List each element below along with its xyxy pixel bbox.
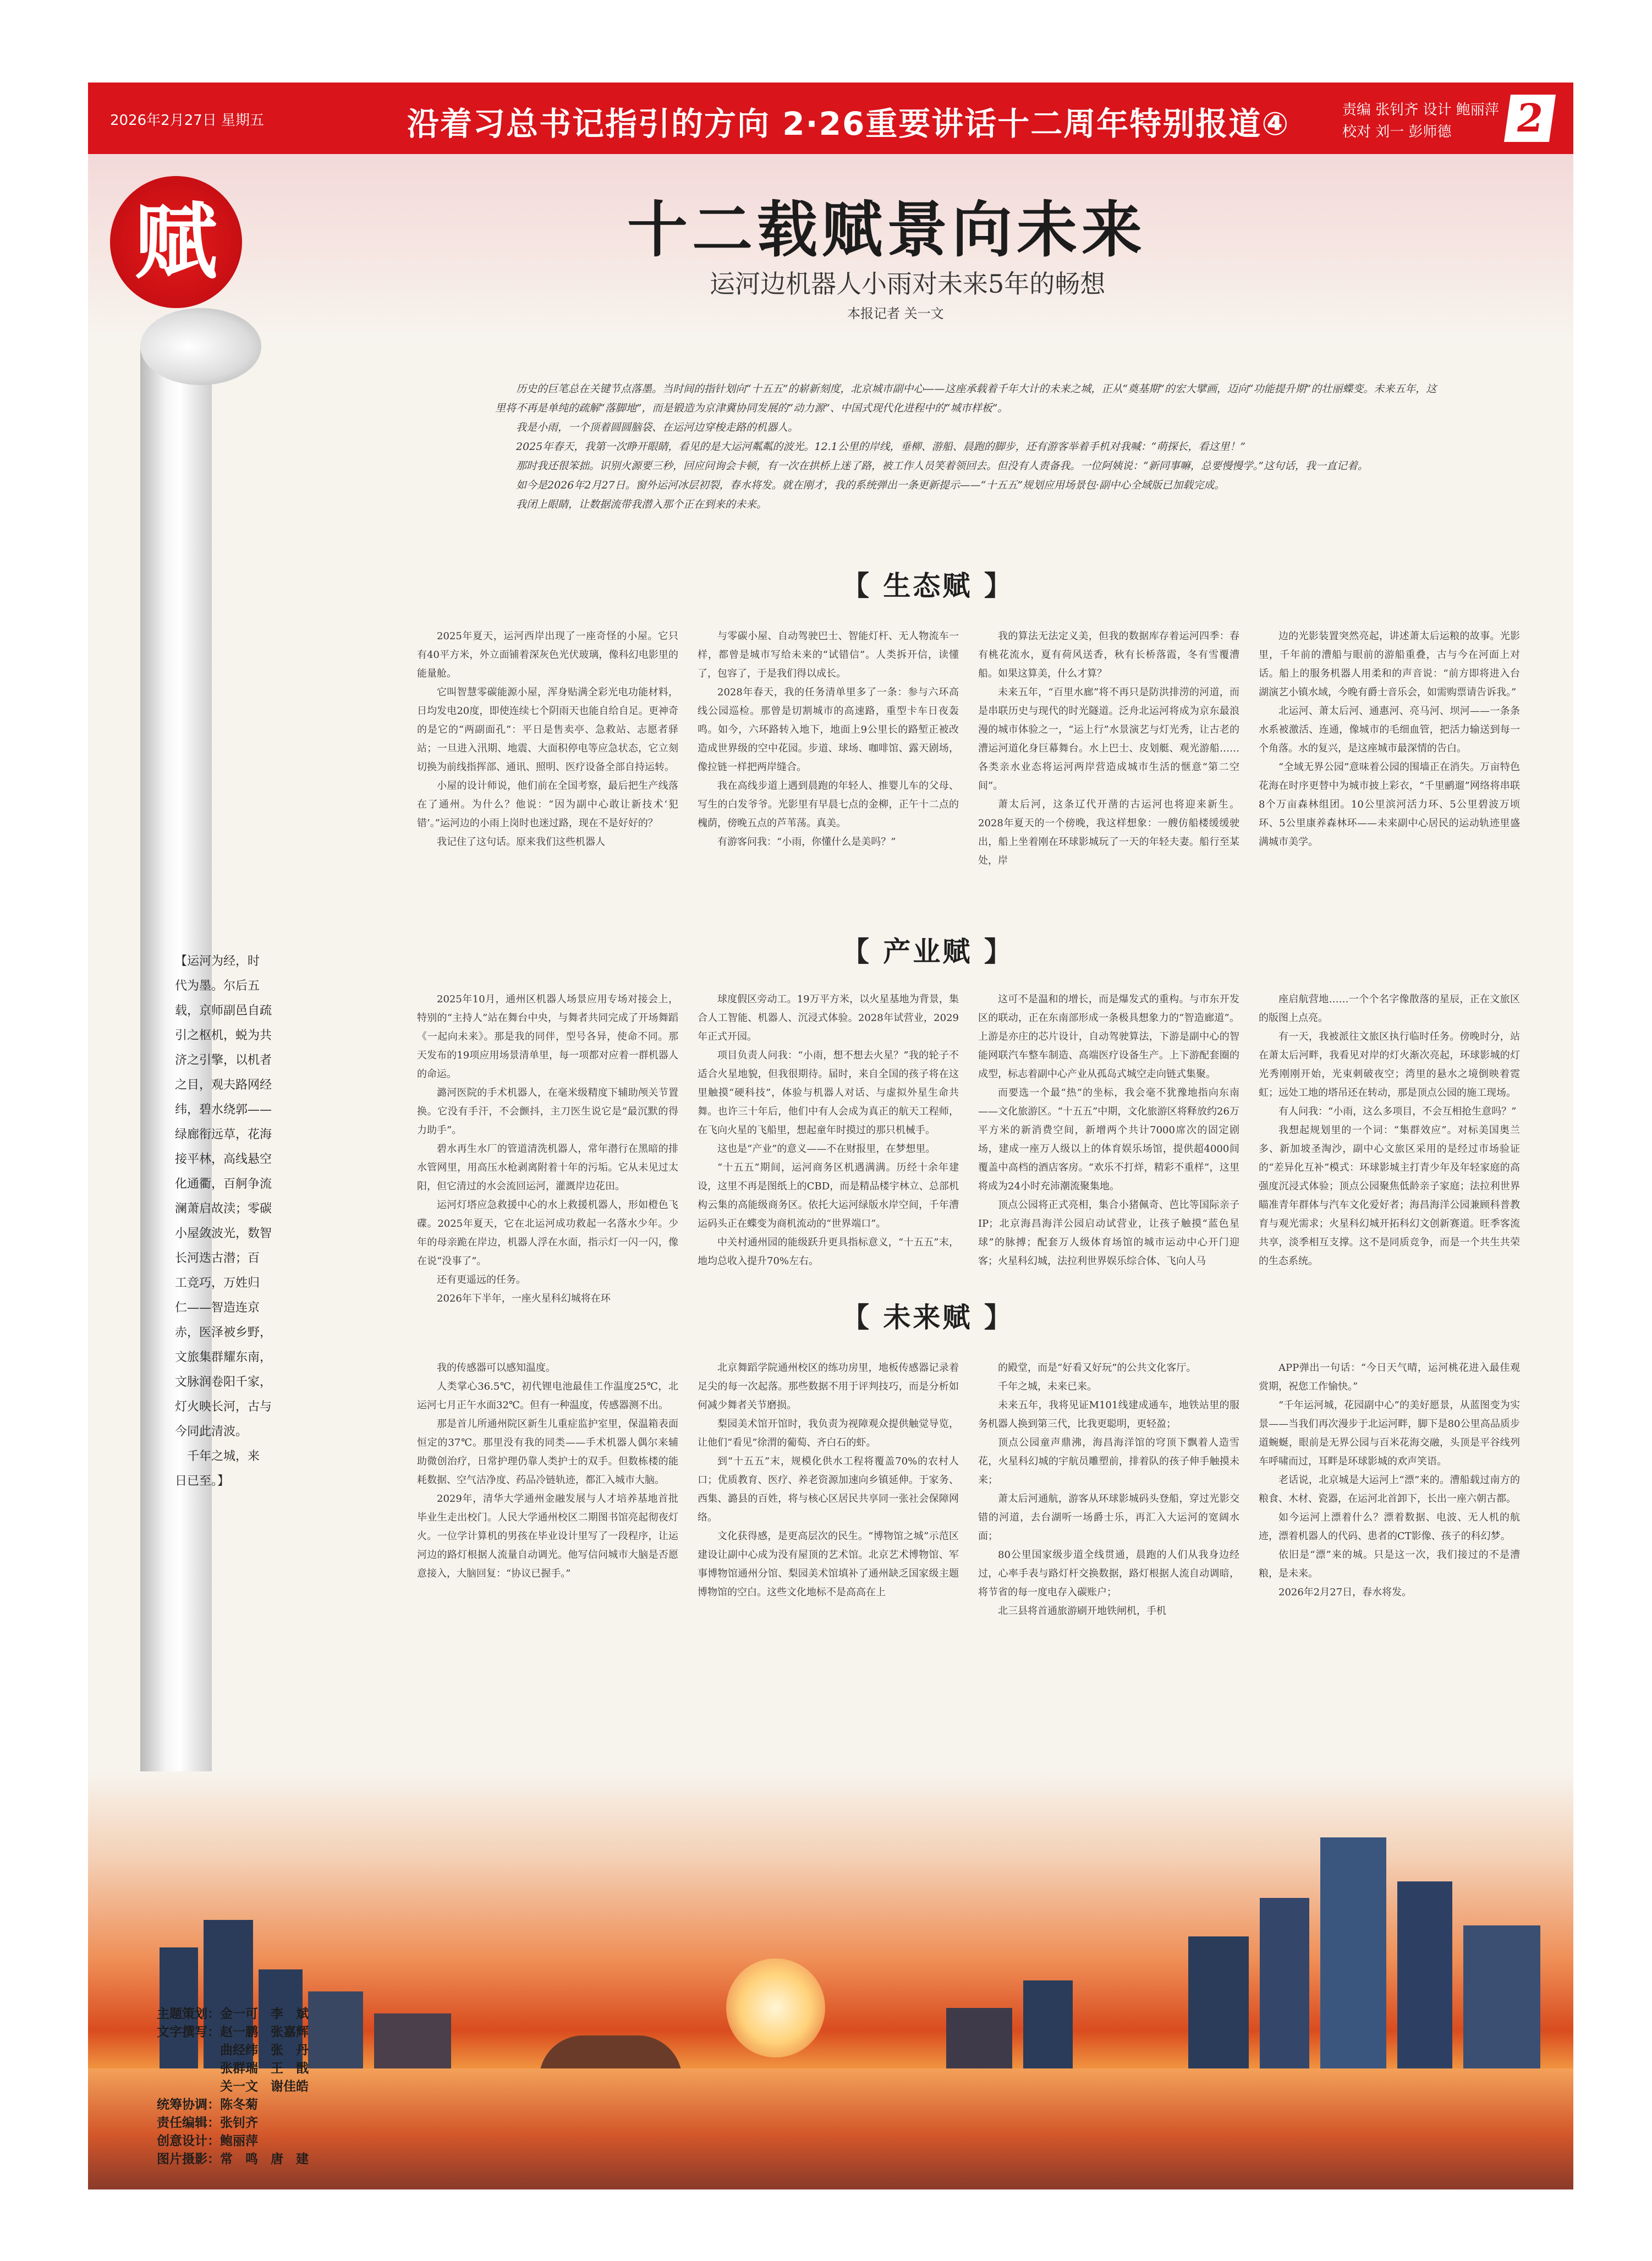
lead-paragraph: 2025年春天，我第一次睁开眼睛，看见的是大运河粼粼的波光。12.1公里的岸线，垂柳、游船、晨跑的脚步，还有游客举着手机对我喊：“萌探长，看这里！” bbox=[516, 441, 1246, 453]
article-paragraph: 2025年夏天，运河西岸出现了一座奇怪的小屋。它只有40平方米，外立面铺着深灰色光伏玻璃，像科幻电影里的能量舱。 bbox=[417, 630, 678, 679]
issue-date: 2026年2月27日 星期五 bbox=[110, 112, 265, 129]
article-paragraph: 碧水再生水厂的管道清洗机器人，常年潜行在黑暗的排水管网里，用高压水枪剥离附着十年的污垢。它从未见过太阳，但它清过的水会流回运河，灌溉岸边花田。 bbox=[417, 1143, 678, 1192]
article-paragraph: 依旧是“漂”来的城。只是这一次，我们接过的不是漕粮，是未来。 bbox=[1259, 1549, 1520, 1579]
article-column bbox=[698, 627, 959, 852]
fu-seal-stamp: 赋 bbox=[110, 176, 242, 308]
byline: 本报记者 关一文 bbox=[847, 306, 944, 321]
article-paragraph: 有人问我：“小雨，这么多项目，不会互相抢生意吗？” bbox=[1278, 1106, 1517, 1117]
section-title: 产业赋 bbox=[883, 935, 973, 968]
staff-credit-line: 张群瑞 王 戬 bbox=[157, 2061, 309, 2076]
article-paragraph: 梨园美术馆开馆时，我负责为视障观众提供触觉导览，让他们“看见”徐渭的葡萄、齐白石的虾。 bbox=[698, 1418, 959, 1448]
article-paragraph: 北京舞蹈学院通州校区的练功房里，地板传感器记录着足尖的每一次起落。那些数据不用于评判技巧，而是分析如何减少舞者关节磨损。 bbox=[698, 1362, 959, 1411]
article-paragraph: 萧太后河，这条辽代开凿的古运河也将迎来新生。2028年夏天的一个傍晚，我这样想象：一艘仿船楼缓缓驶出，船上坐着刚在环球影城玩了一天的年轻夫妻。船行至某处，岸 bbox=[978, 799, 1239, 866]
article-paragraph: 2029年，清华大学通州金融发展与人才培养基地首批毕业生走出校门。人民大学通州校区二期图书馆亮起彻夜灯火。一位学计算机的男孩在毕业设计里写了一段程序，让运河边的路灯根据人流量自动调光。他写信问城市大脑是否愿意接入，大脑回复：“协议已握手。” bbox=[417, 1493, 678, 1579]
verse-line: 仁——智造连京 bbox=[175, 1301, 260, 1315]
article-column bbox=[1259, 627, 1520, 852]
article-paragraph: APP弹出一句话：“今日天气晴，运河桃花进入最佳观赏期，祝您工作愉快。” bbox=[1259, 1362, 1520, 1392]
article-paragraph: 潞河医院的手术机器人，在毫米级精度下辅助颅关节置换。它没有手汗，不会颤抖，主刀医生说它是“最沉默的得力助手”。 bbox=[417, 1087, 678, 1136]
verse-line: 纬，碧水绕郭—— bbox=[175, 1103, 272, 1117]
section-heading-industry: 【 产业赋 】 bbox=[842, 935, 1014, 968]
article-paragraph: 运河灯塔应急救援中心的水上救援机器人，形如橙色飞碟。2025年夏天，它在北运河成功救起一名落水少年。少年的母亲跪在岸边，机器人浮在水面，指示灯一闪一闪，像在说“没事了”。 bbox=[417, 1199, 678, 1267]
verse-line: 载，京师副邑自疏 bbox=[175, 1004, 272, 1018]
article-paragraph: 我的传感器可以感知温度。 bbox=[437, 1362, 556, 1374]
section-title: 生态赋 bbox=[883, 569, 973, 602]
lead-paragraph: 那时我还很笨拙。识别火源要三秒，回应问询会卡顿，有一次在拱桥上迷了路，被工作人员笑着领回去。但没有人责备我。一位阿姨说：“新同事嘛，总要慢慢学。”这句话，我一直记着。 bbox=[516, 460, 1368, 472]
editor-credits-line: 校对 刘一 彭师德 bbox=[1342, 124, 1452, 140]
article-paragraph: 我在高线步道上遇到晨跑的年轻人、推婴儿车的父母、写生的白发爷爷。光影里有早晨七点的金柳，正午十二点的槐荫，傍晚五点的芦苇荡。真美。 bbox=[698, 780, 959, 829]
article-paragraph: 2025年10月，通州区机器人场景应用专场对接会上，特别的“主持人”站在舞台中央，与舞者共同完成了开场舞蹈《一起向未来》。那是我的同伴，型号各异，使命不同。那天发布的19项应用场景清单里，每一项都对应着一群机器人的命运。 bbox=[417, 994, 678, 1080]
article-paragraph: 球度假区旁动工。19万平方米，以火星基地为背景，集合人工智能、机器人、沉浸式体验。2028年试营业，2029年正式开园。 bbox=[698, 994, 959, 1042]
verse-line: 长河迭古潜；百 bbox=[175, 1252, 260, 1265]
article-column bbox=[978, 990, 1239, 1271]
editor-credits-line: 责编 张钊齐 设计 鲍丽萍 bbox=[1342, 102, 1499, 118]
scroll-top-curl bbox=[140, 308, 261, 385]
scroll-verse bbox=[175, 949, 274, 1494]
verse-line: 千年之城，来 bbox=[175, 1450, 260, 1463]
article-paragraph: 小屋的设计师说，他们前在全国考察，最后把生产线落在了通州。为什么？他说：“因为副中心敢让新技术‘犯错’。”运河边的小雨上岗时也迷过路，现在不是好好的？ bbox=[417, 780, 678, 829]
article-paragraph: 我记住了这句话。原来我们这些机器人 bbox=[437, 836, 605, 848]
article-paragraph: 项目负责人问我：“小雨，想不想去火星？”我的轮子不适合火星地貌，但我很期待。届时，来自全国的孩子将在这里触摸“硬科技”，体验与机器人对话、与虚拟外星生命共舞。也许三十年后，他们中有人会成为真正的航天工程师，在飞向火星的飞船里，想起童年时摸过的那只机械手。 bbox=[698, 1050, 959, 1136]
article-column bbox=[417, 627, 678, 852]
lead-paragraphs bbox=[495, 380, 1441, 514]
verse-line: 代为墨。尔后五 bbox=[175, 979, 260, 993]
special-report-banner: 沿着习总书记指引的方向 2·26重要讲话十二周年特别报道④ bbox=[407, 105, 1290, 142]
article-column bbox=[698, 1359, 959, 1602]
verse-line: 之目，观夫路网经 bbox=[175, 1078, 272, 1092]
article-paragraph: 有一天，我被派往文旅区执行临时任务。傍晚时分，站在萧太后河畔，我看见对岸的灯火渐次亮起，环球影城的灯光秀刚刚开始，光束刺破夜空；湾里的悬水之境倒映着霓虹；远处工地的塔吊还在转动，那是顶点公园的施工现场。 bbox=[1259, 1031, 1520, 1099]
article-paragraph: “十五五”期间，运河商务区机遇满满。历经十余年建设，这里不再是图纸上的CBD，而是精品楼宇林立、总部机构云集的高能级商务区。依托大运河绿版水岸空间，千年漕运码头正在蝶变为商机流动的“世界端口”。 bbox=[698, 1162, 959, 1230]
article-paragraph: 如今运河上漂着什么？漂着数据、电波、无人机的航迹，漂着机器人的代码、患者的CT影像、孩子的科幻梦。 bbox=[1259, 1512, 1520, 1542]
article-column bbox=[1259, 1359, 1520, 1602]
page-number: 2 bbox=[1504, 95, 1556, 142]
verse-line: 济之引擎，以机者 bbox=[175, 1053, 272, 1067]
lead-paragraph: 历史的巨笔总在关键节点落墨。当时间的指针划向“十五五”的崭新刻度，北京城市副中心——这座承载着千年大计的未来之城，正从“奠基期”的宏大擘画，迈向“功能提升期”的壮丽蝶变。未来五年，这里将不再是单纯的疏解“落脚地”，而是锻造为京津冀协同发展的“动力源”、中国式现代化进程中的“城市样板”。 bbox=[495, 383, 1437, 414]
section-title: 未来赋 bbox=[883, 1301, 973, 1333]
verse-line: 化通衢，百舸争流 bbox=[175, 1177, 272, 1191]
article-paragraph: 我的算法无法定义美，但我的数据库存着运河四季：春有桃花流水，夏有荷风送香，秋有长桥落霞，冬有雪覆漕船。如果这算美，什么才算？ bbox=[978, 630, 1239, 679]
article-paragraph: 2028年春天，我的任务清单里多了一条：参与六环高线公园巡检。那曾是切割城市的高速路，重型卡车日夜轰鸣。如今，六环路转入地下，地面上9公里长的路堑正被改造成世界级的空中花园。步道、球场、咖啡馆、露天剧场，像拉链一样把两岸缝合。 bbox=[698, 687, 959, 773]
article-paragraph: 2026年2月27日，春水将发。 bbox=[1278, 1587, 1412, 1598]
staff-credit-line: 文字撰写：赵一鹏 张嘉辉 bbox=[157, 2025, 309, 2039]
article-paragraph: 边的光影装置突然亮起，讲述萧太后运粮的故事。光影里，千年前的漕船与眼前的游船重叠，古与今在河面上对话。船上的服务机器人用柔和的声音说：“前方即将进入台湖演艺小镇水域，今晚有爵士音乐会，如需购票请告诉我。” bbox=[1259, 630, 1520, 698]
article-column bbox=[417, 990, 678, 1308]
staff-credit-line: 图片摄影：常 鸣 唐 建 bbox=[157, 2152, 309, 2166]
article-paragraph: 的殿堂，而是“好看又好玩”的公共文化客厅。 bbox=[998, 1362, 1197, 1374]
article-paragraph: 萧太后河通航，游客从环球影城码头登船，穿过光影交错的河道，去台湖听一场爵士乐，再汇入大运河的宽阔水面； bbox=[978, 1493, 1239, 1542]
staff-credit-line: 关一文 谢佳皓 bbox=[157, 2079, 309, 2094]
lead-paragraph: 如今是2026年2月27日。窗外运河冰层初裂，春水将发。就在刚才，我的系统弹出一条更新提示——“十五五”规划应用场景包·副中心全域版已加载完成。 bbox=[516, 479, 1225, 491]
verse-line: 小屋敛波光，数智 bbox=[175, 1227, 272, 1241]
article-column bbox=[978, 627, 1239, 870]
verse-line: 灯火映长河，古与 bbox=[175, 1400, 272, 1414]
subheadline: 运河边机器人小雨对未来5年的畅想 bbox=[710, 269, 1106, 299]
verse-line: 引之枢机，蜕为共 bbox=[175, 1029, 272, 1042]
article-paragraph: 我想起规划里的一个词：“集群效应”。对标美国奥兰多、新加坡圣淘沙，副中心文旅区采用的是经过市场验证的“差异化互补”模式：环球影城主打青少年及年轻家庭的高强度沉浸式体验；顶点公园聚焦低龄亲子家庭；法拉利世界瞄准青年群体与汽车文化爱好者；海昌海洋公园兼顾科普教育与观光需求；火星科幻城开拓科幻文创新赛道。旺季客流共享，淡季相互支撑。这不是同质竞争，而是一个共生共荣的生态系统。 bbox=[1259, 1124, 1520, 1267]
article-paragraph: 2026年下半年，一座火星科幻城将在环 bbox=[437, 1293, 611, 1304]
article-paragraph: 这可不是温和的增长，而是爆发式的重构。与市东开发区的联动，正在东南部形成一条极具想象力的“智造廊道”。上游是亦庄的芯片设计，自动驾驶算法，下游是副中心的智能网联汽车整车制造、高端医疗设备生产。上下游配套圈的成型，标志着副中心产业从孤岛式城空走向链式集聚。 bbox=[978, 994, 1239, 1080]
article-paragraph: 人类掌心36.5℃，初代锂电池最佳工作温度25℃，北运河七月正午水面32℃。但有一种温度，传感器测不出。 bbox=[417, 1381, 678, 1411]
verse-line: 工竞巧，万姓归 bbox=[175, 1276, 260, 1290]
section-heading-future: 【 未来赋 】 bbox=[842, 1301, 1014, 1333]
article-paragraph: “千年运河城，花园副中心”的美好愿景，从蓝图变为实景——当我们再次漫步于北运河畔，脚下是80公里高品质步道蜿蜒，眼前是无界公园与百米花海交融，头顶是平谷线列车呼啸而过，耳畔是环球影城的欢声笑语。 bbox=[1259, 1400, 1520, 1467]
verse-line: 【运河为经，时 bbox=[175, 954, 260, 968]
staff-credits bbox=[157, 2005, 355, 2169]
verse-line: 日已至。】 bbox=[175, 1474, 230, 1488]
article-paragraph: “全域无界公园”意味着公园的围墙正在消失。万亩特色花海在时序更替中为城市披上彩衣，“千里鹂遛”网络将串联8个万亩森林组团。10公里滨河活力环、5公里碧波万顷环、5公里康养森林环——未来副中心居民的运动轨迹里盛满城市美学。 bbox=[1259, 761, 1520, 848]
article-paragraph: 座启航营地……一个个名字像散落的星辰，正在文旅区的版图上点亮。 bbox=[1259, 994, 1520, 1024]
article-column bbox=[978, 1359, 1239, 1621]
article-paragraph: 那是首儿所通州院区新生儿重症监护室里，保温箱表面恒定的37℃。那里没有我的同类——手术机器人偶尔来辅助微创治疗，日常护理仍靠人类护士的双手。但数栋楼的能耗数据、空气洁净度、药品冷链轨迹，都汇入城市大脑。 bbox=[417, 1418, 678, 1486]
article-paragraph: 北运河、萧太后河、通惠河、亮马河、坝河——一条条水系被激活、连通，像城市的毛细血管，把活力输送到每一个角落。水的复兴，是这座城市最深情的告白。 bbox=[1259, 705, 1520, 754]
article-paragraph: 顶点公园童声鼎沸，海昌海洋馆的穹顶下飘着人造雪花，火星科幻城的宇航员雕塑前，排着队的孩子伸手触摸未来； bbox=[978, 1437, 1239, 1486]
section-heading-ecology: 【 生态赋 】 bbox=[842, 569, 1014, 602]
page-header bbox=[88, 83, 1573, 154]
article-paragraph: 文化获得感，是更高层次的民生。“博物馆之城”示范区建设让副中心成为没有屋顶的艺术馆。北京艺术博物馆、军事博物馆通州分馆、梨园美术馆填补了通州缺乏国家级主题博物馆的空白。这些文化地标不是高高在上 bbox=[698, 1530, 959, 1598]
article-paragraph: 北三县将首通旅游刷开地铁闸机，手机 bbox=[998, 1605, 1166, 1617]
sun-glow bbox=[726, 1958, 825, 2057]
verse-line: 文旅集群耀东南， bbox=[175, 1351, 272, 1364]
staff-credit-line: 统筹协调：陈冬菊 bbox=[157, 2098, 258, 2112]
article-paragraph: 顶点公园将正式亮相，集合小猪佩奇、芭比等国际亲子IP；北京海昌海洋公园启动试营业，让孩子触摸“蓝色星球”的脉搏；配套万人级体育场馆的城市运动中心开门迎客；火星科幻城，法拉利世界娱乐综合体、飞向人马 bbox=[978, 1199, 1239, 1267]
article-paragraph: 有游客问我：“小雨，你懂什么是美吗？” bbox=[717, 836, 896, 848]
staff-credit-line: 主题策划：金一可 李 斌 bbox=[157, 2007, 309, 2021]
article-paragraph: 与零碳小屋、自动驾驶巴士、智能灯杆、无人物流车一样，都曾是城市写给未来的“试错信”。人类拆开信，读懂了，包容了，于是我们得以成长。 bbox=[698, 630, 959, 679]
lead-paragraph: 我是小雨，一个顶着圆圆脑袋、在运河边穿梭走路的机器人。 bbox=[516, 421, 799, 433]
article-column bbox=[1259, 990, 1520, 1271]
verse-line: 接平林，高线悬空 bbox=[175, 1153, 272, 1166]
verse-line: 赤，医泽被乡野， bbox=[175, 1326, 272, 1340]
article-column bbox=[417, 1359, 678, 1583]
staff-credit-line: 曲经纬 张 丹 bbox=[157, 2043, 309, 2057]
editor-credits bbox=[1342, 99, 1499, 143]
article-paragraph: 未来五年，我将见证M101线建成通车，地铁站里的服务机器人换到第三代，比我更聪明，更轻盈； bbox=[978, 1400, 1239, 1430]
article-paragraph: 它叫智慧零碳能源小屋，浑身贴满全彩光电功能材料，日均发电20度，即使连续七个阴雨天也能自给自足。更神奇的是它的“两副面孔”：平日是售卖亭、急救站、志愿者驿站；一旦进入汛期、地震、大面积停电等应急状态，它立刻切换为前线指挥部、通讯、照明、医疗设备全部自持运转。 bbox=[417, 687, 678, 773]
article-paragraph: 未来五年，“百里水廊”将不再只是防洪排涝的河道，而是串联历史与现代的时光隧道。泛舟北运河将成为京东最浪漫的城市体验之一，“运上行”水景演艺与灯光秀，让古老的漕运河道化身巨幕舞台。水上巴士、皮划艇、观光游船……各类亲水业态将运河两岸营造成城市生活的惬意“第二空间”。 bbox=[978, 687, 1239, 792]
article-paragraph: 还有更遥远的任务。 bbox=[437, 1274, 526, 1286]
article-paragraph: 中关村通州园的能级跃升更具指标意义，“十五五”末，地均总收入提升70%左右。 bbox=[698, 1237, 959, 1267]
article-paragraph: 而要选一个最“热”的坐标，我会毫不犹豫地指向东南——文化旅游区。“十五五”中期，文化旅游区将释放约26万平方米的新消费空间，新增两个共计7000席次的固定剧场，建成一座万人级以上的体育娱乐场馆，提供超4000间覆盖中高档的酒店客房。“欢乐不打烊，精彩不重样”，这里将成为24小时充沛潮流聚集地。 bbox=[978, 1087, 1239, 1192]
verse-line: 绿廊衔远草，花海 bbox=[175, 1128, 272, 1142]
article-column bbox=[698, 990, 959, 1271]
article-paragraph: 千年之城，未来已来。 bbox=[998, 1381, 1097, 1392]
verse-line: 澜萧启故渎；零碳 bbox=[175, 1202, 272, 1216]
headline: 十二载赋景向未来 bbox=[627, 194, 1146, 265]
lead-paragraph: 我闭上眼睛，让数据流带我潜入那个正在到来的未来。 bbox=[516, 498, 767, 511]
staff-credit-line: 责任编辑：张钊齐 bbox=[157, 2116, 258, 2130]
article-paragraph: 这也是“产业”的意义——不在财报里，在梦想里。 bbox=[717, 1143, 936, 1155]
staff-credit-line: 创意设计：鲍丽萍 bbox=[157, 2134, 258, 2148]
article-paragraph: 80公里国家级步道全线贯通，晨跑的人们从我身边经过，心率手表与路灯杆交换数据，路灯根据人流自动调暗，将节省的每一度电存入碳账户； bbox=[978, 1549, 1239, 1598]
verse-line: 今同此清波。 bbox=[175, 1425, 248, 1439]
verse-line: 文脉润卷阳千家， bbox=[175, 1375, 272, 1389]
article-paragraph: 到“十五五”末，规模化供水工程将覆盖70%的农村人口；优质教育、医疗、养老资源加速向乡镇延伸。于家务、西集、潞县的百姓，将与核心区居民共享同一张社会保障网络。 bbox=[698, 1456, 959, 1523]
article-paragraph: 老话说，北京城是大运河上“漂”来的。漕船载过南方的粮食、木材、瓷器，在运河北首卸下，长出一座六朝古都。 bbox=[1259, 1474, 1520, 1505]
